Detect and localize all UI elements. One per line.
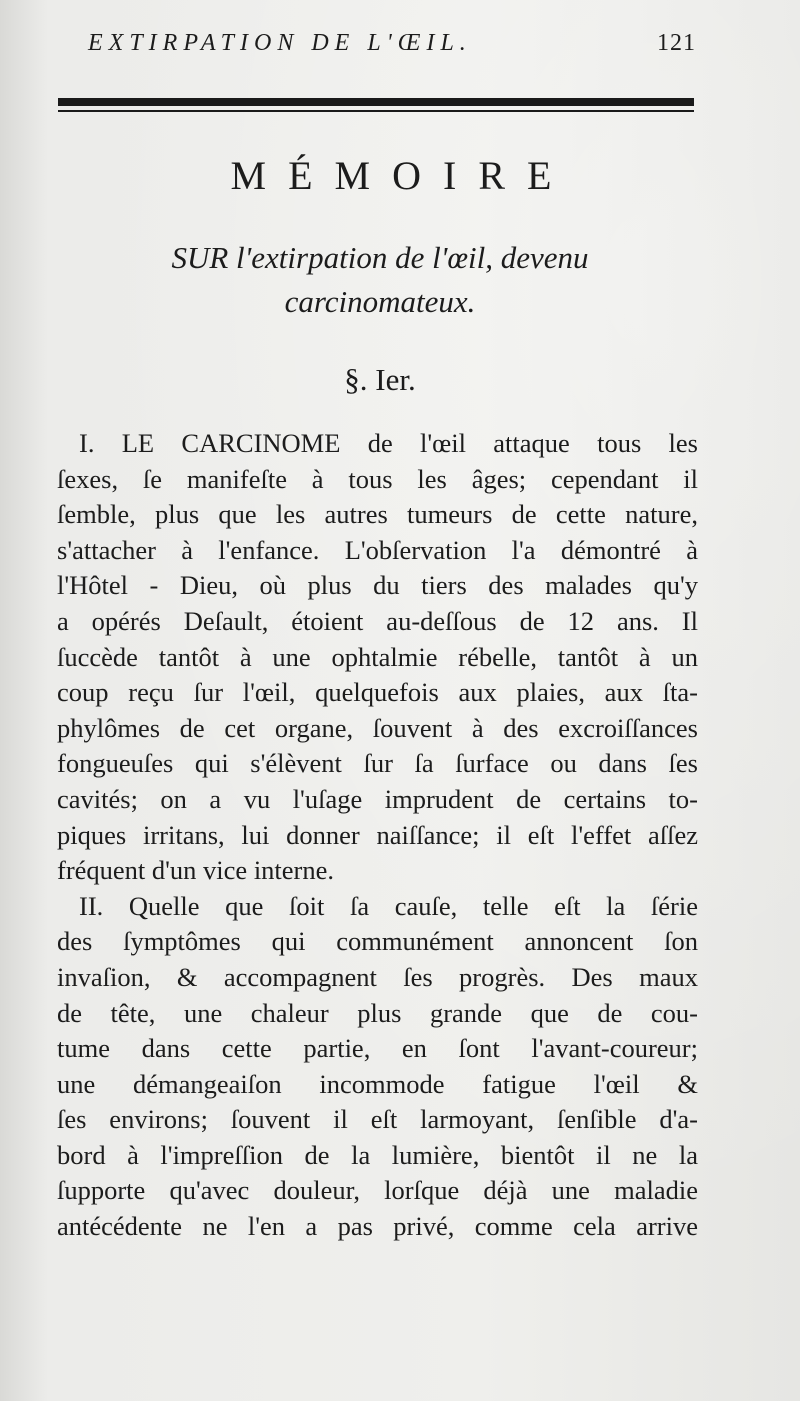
subtitle-line-1: SUR l'extirpation de l'œil, devenu — [171, 240, 589, 275]
text-line: II. Quelle que ſoit ſa cauſe, telle eſt la ſérie — [79, 890, 698, 921]
text-line: l'Hôtel - Dieu, où plus du tiers des malades qu'y — [57, 570, 698, 601]
text-line: piques irritans, lui donner naiſſance; il eſt l'effet aſſez — [57, 819, 698, 850]
text-line: phylômes de cet organe, ſouvent à des excroiſſances — [57, 712, 698, 743]
text-line: invaſion, & accompagnent ſes progrès. Des maux — [57, 961, 698, 992]
text-line: ſuccède tantôt à une ophtalmie rébelle, tantôt à un — [57, 641, 698, 672]
text-line: une démangeaiſon incommode fatigue l'œil & — [57, 1068, 698, 1099]
text-line: s'attacher à l'enfance. L'obſervation l'a démontré à — [57, 534, 698, 565]
text-line: coup reçu ſur l'œil, quelquefois aux plaies, aux ſta- — [57, 677, 698, 708]
text-line: fréquent d'un vice interne. — [57, 855, 335, 886]
subtitle-line-2: carcinomateux. — [284, 284, 476, 319]
text-line: ſexes, ſe manifeſte à tous les âges; cependant il — [57, 463, 698, 494]
text-line: I. LE CARCINOME de l'œil attaque tous les — [79, 428, 698, 458]
text-line: ſupporte qu'avec douleur, lorſque déjà une maladie — [57, 1175, 698, 1206]
text-line: antécédente ne l'en a pas privé, comme cela arrive — [57, 1211, 698, 1242]
text-line: tume dans cette partie, en ſont l'avant-coureur; — [57, 1033, 698, 1064]
text-line: de tête, une chaleur plus grande que de cou- — [57, 997, 698, 1028]
body-text — [57, 426, 698, 1245]
text-line: cavités; on a vu l'uſage imprudent de certains to- — [57, 783, 698, 814]
memoire-title: MÉMOIRE — [230, 153, 574, 198]
text-line: ſemble, plus que les autres tumeurs de cette nature, — [57, 499, 698, 530]
text-line: des ſymptômes qui communément annoncent ſon — [57, 926, 698, 957]
text-line: a opérés Deſault, étoient au-deſſous de 12 ans. Il — [57, 605, 698, 636]
page-number: 121 — [657, 30, 696, 56]
header-rule-thick — [58, 98, 694, 106]
text-line: fongueuſes qui s'élèvent ſur ſa ſurface ou dans ſes — [57, 748, 698, 779]
section-heading: §. Ier. — [344, 362, 416, 397]
text-line: bord à l'impreſſion de la lumière, bientôt il ne la — [57, 1139, 698, 1170]
running-head — [88, 30, 696, 60]
running-title: EXTIRPATION DE L'ŒIL. — [88, 30, 472, 56]
memoire-subtitle — [60, 236, 700, 324]
header-rule-thin — [58, 110, 694, 112]
text-line: ſes environs; ſouvent il eſt larmoyant, ſenſible d'a- — [57, 1104, 698, 1135]
